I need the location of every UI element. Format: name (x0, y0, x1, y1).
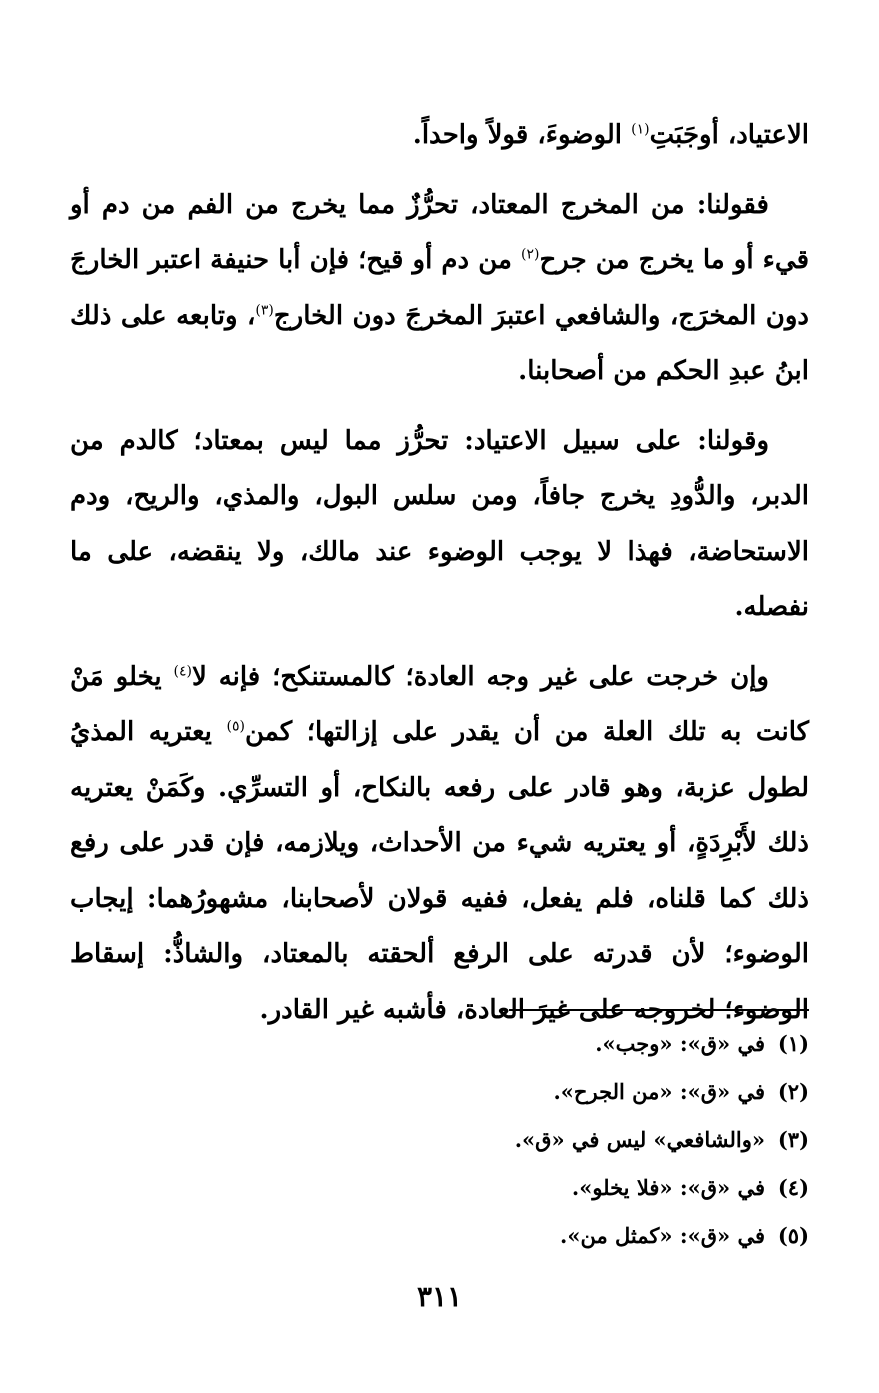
footnote-text: في «ق»: «كمثل من». (560, 1223, 765, 1248)
paragraph-2 (70, 178, 809, 400)
footnote-item (209, 1068, 809, 1116)
footnote-item (209, 1116, 809, 1164)
page-number: ٣١١ (416, 1280, 463, 1313)
footnote-ref-3: (٣) (255, 301, 274, 318)
text-span: من المخرج المعتاد، تحرُّزٌ مما يخرج من الفم من دم أو قيء أو ما يخرج من جرح (70, 189, 810, 275)
footnote-ref-4: (٤) (173, 662, 192, 679)
text-span: الاعتياد، أوجَبَتِ (649, 120, 809, 150)
footnote-number: (٤) (777, 1175, 809, 1200)
footnote-item (209, 1164, 809, 1212)
footnote-ref-1: (١) (631, 121, 650, 138)
footnote-text: في «ق»: «من الجرح». (553, 1079, 765, 1104)
footnotes (209, 1020, 809, 1260)
footnote-separator (509, 1009, 809, 1011)
text-span: ، وتابعه على ذلك ابنُ عبدِ الحكم من أصحابنا. (70, 300, 809, 386)
text-span: على سبيل الاعتياد: تحرُّز مما ليس بمعتاد؛ كالدم من الدبر، والدُّودِ يخرج جافاً، ومن سلس البول، والمذي، والريح، ودم الاستحاضة، فهذا لا يوجب الوضوء عند مالك، ولا ينقضه، على ما نفصله. (70, 425, 809, 622)
paragraph-4 (70, 650, 809, 1039)
paragraph-3 (70, 414, 809, 636)
footnote-item (209, 1020, 809, 1068)
paragraph-lead: وقولنا: (697, 425, 769, 456)
text-span: يخلو مَنْ كانت به تلك العلة من أن يقدر على إزالتها؛ كمن (70, 661, 809, 747)
footnote-number: (٢) (777, 1079, 809, 1104)
paragraph-1 (70, 108, 809, 164)
text-span: الوضوءَ، قولاً واحداً. (412, 120, 632, 150)
footnote-ref-5: (٥) (226, 718, 245, 735)
footnote-number: (١) (777, 1031, 809, 1056)
text-span: وإن خرجت على غير وجه العادة؛ كالمستنكح؛ فإنه لا (192, 661, 769, 692)
paragraph-lead: فقولنا: (696, 189, 769, 220)
text-span: يعتريه المذيُ لطول عزبة، وهو قادر على رفعه بالنكاح، أو التسرِّي. وكَمَنْ يعتريه ذلك لأَبْرِدَةٍ، أو يعتريه شيء من الأحداث، ويلازمه، فإن قدر على رفع ذلك كما قلناه، فلم يفعل، ففيه قولان لأصحابنا، مشهورُهما: إيجاب الوضوء؛ لأن قدرته على الرفع ألحقته بالمعتاد، والشاذُّ: إسقاط الوضوء؛ لخروجه على غيرَ العادة، فأشبه غير القادر. (70, 717, 809, 1025)
footnote-ref-2: (٢) (521, 246, 540, 263)
footnote-number: (٣) (777, 1127, 809, 1152)
footnote-text: «والشافعي» ليس في «ق». (514, 1127, 765, 1152)
footnote-number: (٥) (777, 1223, 809, 1248)
text-span: من دم أو قيح؛ فإن أبا حنيفة اعتبر الخارجَ دون المخرَج، والشافعي اعتبرَ المخرجَ دون الخارج (70, 245, 810, 331)
main-text (70, 108, 809, 1038)
footnote-text: في «ق»: «فلا يخلو». (571, 1175, 765, 1200)
footnote-text: في «ق»: «وجب». (595, 1031, 765, 1056)
footnote-item (209, 1212, 809, 1260)
